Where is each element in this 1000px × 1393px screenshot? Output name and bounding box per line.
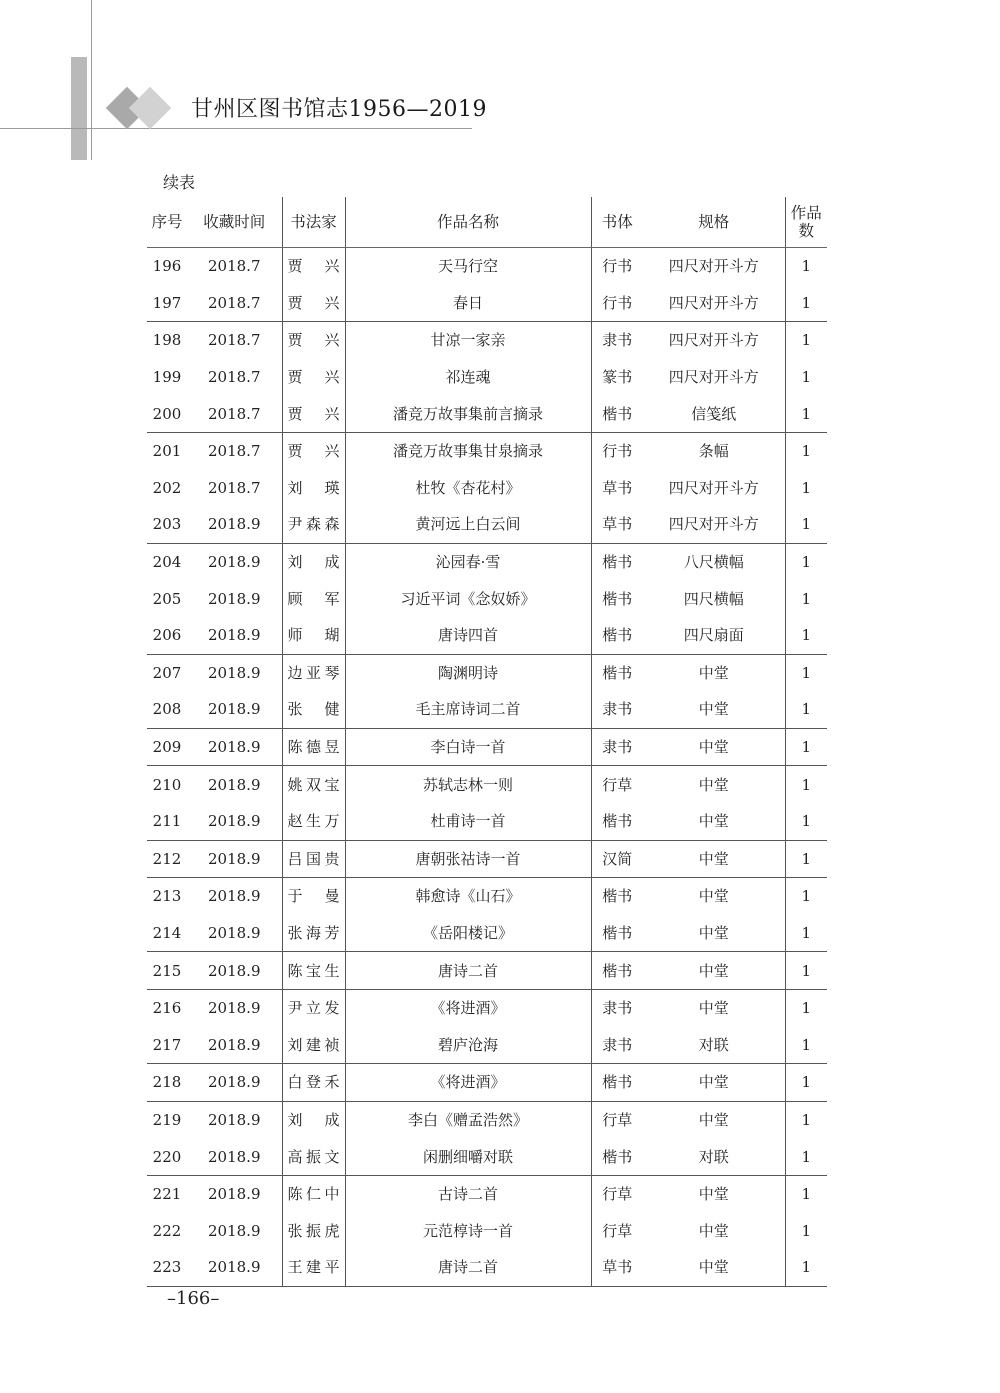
cell-work-title: 闲删细嚼对联 [345,1138,591,1175]
cell-count: 1 [785,878,827,915]
cell-number: 217 [152,1035,182,1054]
cell-size: 中堂 [643,1064,785,1102]
table-row [147,617,827,654]
cell-script-style: 楷书 [591,803,643,840]
cell-number: 204 [147,543,187,580]
cell-calligrapher [282,506,345,543]
cell-calligrapher [282,1249,345,1286]
cell-date: 2018.9 [187,952,282,990]
cell-number: 218 [147,1064,187,1102]
calligrapher-name: 刘 瑛 [287,478,340,497]
cell-work-title: 杜甫诗一首 [345,803,591,840]
col-header-script-style: 书体 [591,197,643,248]
cell-count: 1 [785,1249,827,1286]
cell-calligrapher [282,915,345,952]
cell-count: 1 [785,470,827,507]
cell-count: 1 [785,728,827,766]
cell-calligrapher [282,617,345,654]
continued-label: 续表 [163,173,196,192]
header-vertical-line [91,0,92,160]
cell-script-style: 草书 [591,506,643,543]
table-row [147,878,827,915]
cell-script-style: 楷书 [591,617,643,654]
cell-count: 1 [785,1138,827,1175]
cell-calligrapher [282,543,345,580]
cell-work-title: 苏轼志林一则 [345,766,591,803]
cell-size: 中堂 [698,1221,729,1240]
cell-size: 中堂 [698,812,729,831]
cell-date: 2018.9 [187,989,282,1026]
cell-number: 215 [147,952,187,990]
calligrapher-name: 刘 成 [287,1110,340,1129]
cell-work-title: 黄河远上白云间 [345,506,591,543]
col-header-count: 作品数 [785,197,827,248]
cell-script-style: 行草 [591,766,643,803]
cell-date: 2018.7 [187,432,282,469]
cell-count: 1 [785,506,827,543]
cell-count: 1 [785,543,827,580]
cell-count: 1 [785,432,827,469]
cell-date: 2018.9 [208,515,261,534]
table-row [147,470,827,507]
cell-work-title: 习近平词《念奴娇》 [345,580,591,617]
cell-calligrapher [282,1101,345,1138]
cell-date: 2018.9 [208,1035,261,1054]
cell-number: 214 [152,923,182,942]
cell-number: 199 [152,368,182,387]
cell-date: 2018.9 [208,812,261,831]
cell-work-title: 毛主席诗词二首 [345,691,591,728]
cell-date: 2018.7 [208,293,261,312]
cell-date: 2018.9 [208,1147,261,1166]
cell-count: 1 [785,617,827,654]
cell-script-style: 楷书 [591,952,643,990]
cell-work-title: 陶渊明诗 [345,654,591,691]
col-header-size: 规格 [643,197,785,248]
header-vertical-bar [71,57,87,160]
cell-size: 四尺横幅 [683,589,744,608]
cell-date: 2018.7 [208,478,261,497]
cell-calligrapher [282,989,345,1026]
cell-count: 1 [785,359,827,396]
cell-script-style: 隶书 [591,691,643,728]
cell-calligrapher [282,432,345,469]
cell-work-title: 唐朝张祜诗一首 [345,840,591,878]
cell-number: 221 [147,1175,187,1212]
cell-calligrapher [282,359,345,396]
calligrapher-name: 尹森森 [287,515,340,534]
cell-calligrapher [282,952,345,990]
cell-date: 2018.9 [187,1175,282,1212]
cell-size: 中堂 [643,878,785,915]
cell-size: 中堂 [643,1175,785,1212]
cell-count: 1 [785,395,827,432]
cell-calligrapher [282,766,345,803]
calligrapher-name: 贾 兴 [287,442,340,461]
cell-date: 2018.9 [187,1064,282,1102]
calligrapher-name: 刘建祯 [287,1035,340,1054]
calligrapher-name: 高振文 [287,1147,340,1166]
cell-size: 四尺对开斗方 [668,368,759,387]
cell-date: 2018.7 [208,368,261,387]
page-number: –166– [167,1288,220,1309]
cell-calligrapher [282,1026,345,1063]
cell-work-title: 杜牧《杏花村》 [345,470,591,507]
cell-number: 219 [147,1101,187,1138]
cell-script-style: 行草 [591,1175,643,1212]
table-row [147,915,827,952]
cell-calligrapher [282,728,345,766]
cell-script-style: 草书 [591,1249,643,1286]
cell-number: 206 [152,626,182,645]
cell-size: 中堂 [643,728,785,766]
cell-size: 对联 [698,1035,729,1054]
calligrapher-name: 陈宝生 [287,961,340,980]
cell-work-title: 古诗二首 [345,1175,591,1212]
cell-work-title: 甘凉一家亲 [345,322,591,359]
cell-size: 中堂 [643,654,785,691]
cell-number: 197 [152,293,182,312]
cell-number: 207 [147,654,187,691]
cell-calligrapher [282,322,345,359]
table-row [147,840,827,878]
table-row [147,506,827,543]
cell-calligrapher [282,840,345,878]
calligrapher-name: 尹立发 [287,999,340,1018]
cell-calligrapher [282,654,345,691]
cell-script-style: 隶书 [591,728,643,766]
calligrapher-name: 陈仁中 [287,1185,340,1204]
cell-work-title: 李白诗一首 [345,728,591,766]
calligrapher-name: 姚双宝 [287,775,340,794]
col-header-date: 收藏时间 [187,197,282,248]
table-row [147,803,827,840]
cell-count: 1 [785,654,827,691]
cell-date: 2018.9 [187,878,282,915]
cell-script-style: 篆书 [591,359,643,396]
table-row [147,543,827,580]
cell-work-title: 祁连魂 [345,359,591,396]
calligrapher-name: 赵生万 [287,812,340,831]
cell-date: 2018.9 [187,766,282,803]
cell-script-style: 楷书 [591,654,643,691]
cell-count: 1 [785,1101,827,1138]
table-row [147,654,827,691]
cell-calligrapher [282,248,345,285]
cell-size: 条幅 [643,432,785,469]
calligrapher-name: 张 健 [287,700,340,719]
cell-work-title: 碧庐沧海 [345,1026,591,1063]
cell-work-title: 沁园春·雪 [345,543,591,580]
cell-date: 2018.9 [187,840,282,878]
table-header-row [147,197,827,248]
cell-count: 1 [785,580,827,617]
diamond-ornament-icon [129,87,171,129]
calligrapher-name: 刘 成 [287,553,340,572]
cell-work-title: 春日 [345,285,591,322]
calligrapher-name: 边亚琴 [287,663,340,682]
cell-number: 209 [147,728,187,766]
cell-script-style: 汉简 [591,840,643,878]
table-row [147,691,827,728]
calligrapher-name: 贾 兴 [287,331,340,350]
cell-count: 1 [785,803,827,840]
table-row [147,728,827,766]
table-row [147,1249,827,1286]
cell-date: 2018.9 [187,654,282,691]
cell-calligrapher [282,1212,345,1249]
table-row [147,395,827,432]
calligrapher-name: 陈德昱 [287,738,340,757]
cell-calligrapher [282,803,345,840]
cell-work-title: 《岳阳楼记》 [345,915,591,952]
cell-count: 1 [785,1064,827,1102]
cell-count: 1 [785,989,827,1026]
table-row [147,322,827,359]
cell-date: 2018.7 [208,257,261,276]
cell-number: 220 [152,1147,182,1166]
table-row [147,359,827,396]
cell-script-style: 行书 [591,432,643,469]
table-row [147,580,827,617]
cell-number: 216 [147,989,187,1026]
cell-size: 四尺对开斗方 [668,478,759,497]
cell-size: 四尺对开斗方 [668,515,759,534]
cell-calligrapher [282,470,345,507]
cell-script-style: 行书 [591,248,643,285]
table-row [147,1064,827,1102]
cell-size: 中堂 [643,952,785,990]
cell-number: 211 [152,812,182,831]
table-row [147,766,827,803]
cell-script-style: 楷书 [591,543,643,580]
cell-script-style: 楷书 [591,580,643,617]
cell-script-style: 隶书 [591,322,643,359]
cell-script-style: 行草 [591,1101,643,1138]
cell-calligrapher [282,395,345,432]
cell-count: 1 [785,766,827,803]
calligrapher-name: 贾 兴 [287,368,340,387]
cell-work-title: 韩愈诗《山石》 [345,878,591,915]
cell-work-title: 《将进酒》 [345,989,591,1026]
cell-script-style: 草书 [591,470,643,507]
collection-table [147,197,827,1287]
table-row [147,248,827,285]
cell-number: 201 [147,432,187,469]
cell-count: 1 [785,1212,827,1249]
cell-number: 200 [152,404,182,423]
cell-number: 205 [152,589,182,608]
cell-number: 213 [147,878,187,915]
cell-size: 八尺横幅 [643,543,785,580]
table-row [147,952,827,990]
cell-count: 1 [785,1026,827,1063]
cell-work-title: 李白《赠孟浩然》 [345,1101,591,1138]
calligrapher-name: 张振虎 [287,1221,340,1240]
cell-work-title: 《将进酒》 [345,1064,591,1102]
calligrapher-name: 吕国贵 [287,849,340,868]
cell-size: 中堂 [643,989,785,1026]
cell-size: 信笺纸 [691,404,737,423]
cell-count: 1 [785,915,827,952]
cell-number: 196 [152,257,182,276]
cell-number: 223 [147,1249,187,1286]
cell-date: 2018.9 [208,923,261,942]
cell-date: 2018.9 [208,589,261,608]
cell-work-title: 天马行空 [345,248,591,285]
cell-script-style: 楷书 [591,1064,643,1102]
cell-work-title: 元范椁诗一首 [345,1212,591,1249]
cell-script-style: 隶书 [591,989,643,1026]
cell-count: 1 [785,1175,827,1212]
calligrapher-name: 师 瑚 [287,626,340,645]
cell-script-style: 行草 [591,1212,643,1249]
cell-number: 202 [152,478,182,497]
table-row [147,1212,827,1249]
cell-calligrapher [282,878,345,915]
cell-date: 2018.9 [187,543,282,580]
cell-size: 对联 [698,1147,729,1166]
calligrapher-name: 王建平 [287,1258,340,1277]
cell-script-style: 楷书 [591,395,643,432]
cell-calligrapher [282,285,345,322]
table-row [147,285,827,322]
cell-count: 1 [785,691,827,728]
cell-number: 208 [152,700,182,719]
cell-number: 210 [147,766,187,803]
cell-number: 198 [147,322,187,359]
calligrapher-name: 贾 兴 [287,404,340,423]
cell-size: 四尺扇面 [683,626,744,645]
cell-date: 2018.9 [187,1101,282,1138]
cell-calligrapher [282,580,345,617]
cell-date: 2018.9 [208,700,261,719]
cell-calligrapher [282,1175,345,1212]
header-rule [0,128,472,129]
table-row [147,1175,827,1212]
cell-date: 2018.9 [208,626,261,645]
cell-date: 2018.7 [208,404,261,423]
cell-size: 中堂 [643,1249,785,1286]
cell-calligrapher [282,1064,345,1102]
cell-size: 四尺对开斗方 [668,293,759,312]
cell-script-style: 楷书 [591,1138,643,1175]
cell-work-title: 潘竞万故事集甘泉摘录 [345,432,591,469]
table-row [147,1026,827,1063]
cell-calligrapher [282,1138,345,1175]
cell-date: 2018.9 [187,728,282,766]
cell-count: 1 [785,285,827,322]
cell-number: 222 [152,1221,182,1240]
cell-calligrapher [282,691,345,728]
cell-number: 212 [147,840,187,878]
cell-size: 四尺对开斗方 [643,322,785,359]
cell-count: 1 [785,322,827,359]
calligrapher-name: 于 曼 [287,887,340,906]
table-row [147,432,827,469]
cell-count: 1 [785,840,827,878]
cell-work-title: 唐诗二首 [345,1249,591,1286]
cell-size: 中堂 [698,923,729,942]
cell-work-title: 唐诗二首 [345,952,591,990]
cell-size: 中堂 [698,700,729,719]
cell-size: 中堂 [643,766,785,803]
table-row [147,989,827,1026]
col-header-calligrapher: 书法家 [282,197,345,248]
cell-work-title: 潘竞万故事集前言摘录 [345,395,591,432]
calligrapher-name: 贾 兴 [287,257,340,276]
cell-script-style: 楷书 [591,915,643,952]
calligrapher-name: 贾 兴 [287,293,340,312]
cell-date: 2018.9 [208,1221,261,1240]
cell-script-style: 隶书 [591,1026,643,1063]
table-row [147,1138,827,1175]
calligrapher-name: 顾 军 [287,589,340,608]
cell-size: 中堂 [643,1101,785,1138]
cell-number: 203 [152,515,182,534]
table-row [147,1101,827,1138]
calligrapher-name: 张海芳 [287,923,340,942]
cell-date: 2018.9 [187,1249,282,1286]
cell-count: 1 [785,952,827,990]
cell-date: 2018.7 [187,322,282,359]
cell-script-style: 楷书 [591,878,643,915]
cell-work-title: 唐诗四首 [345,617,591,654]
col-header-work-title: 作品名称 [345,197,591,248]
running-header-title: 甘州区图书馆志1956—2019 [191,97,487,122]
calligrapher-name: 白登禾 [287,1073,340,1092]
col-header-number: 序号 [147,197,187,248]
cell-count: 1 [785,248,827,285]
cell-size: 四尺对开斗方 [668,257,759,276]
cell-size: 中堂 [643,840,785,878]
cell-script-style: 行书 [591,285,643,322]
